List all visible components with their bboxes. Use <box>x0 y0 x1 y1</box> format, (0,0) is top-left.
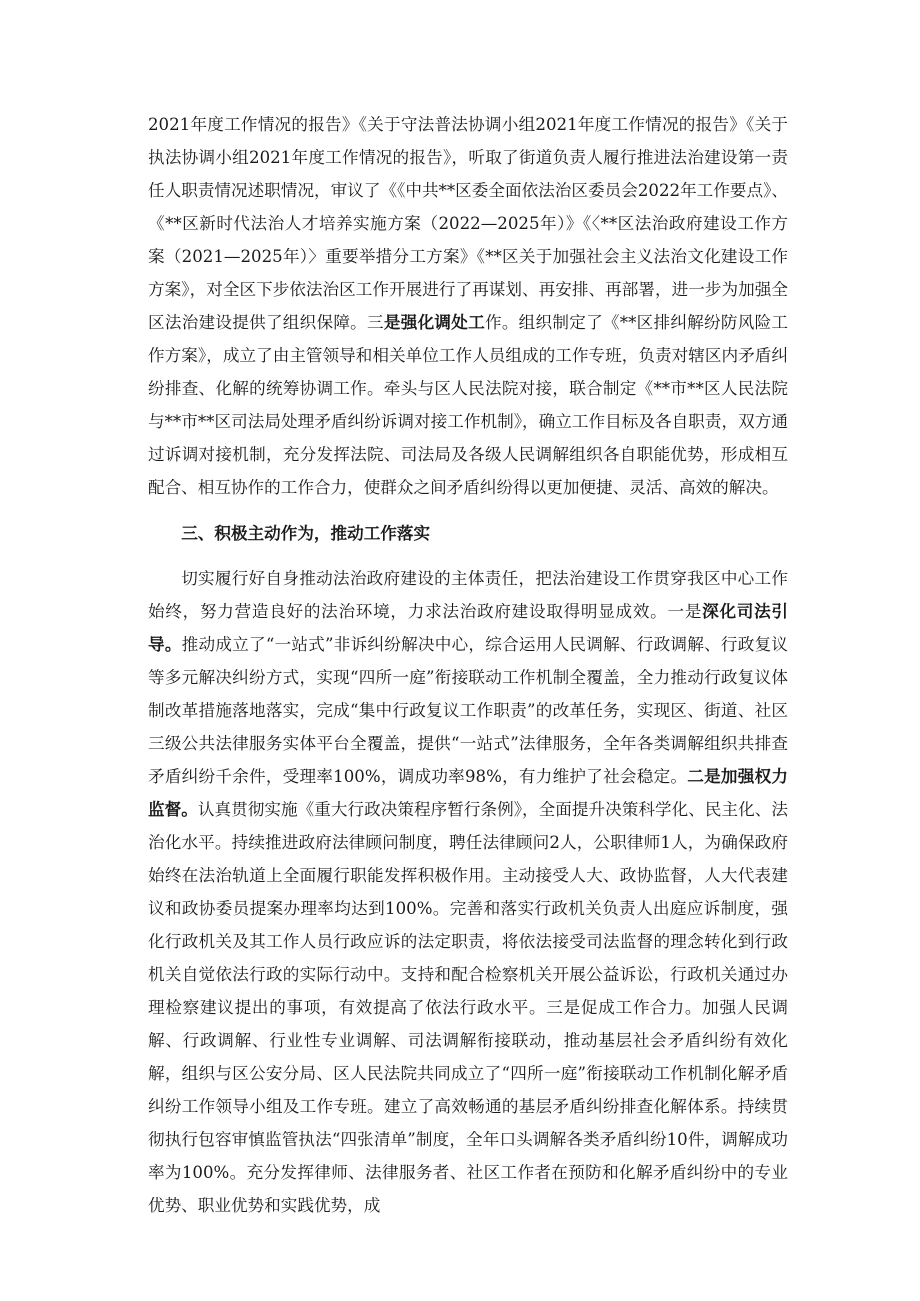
paragraph-2-bold-b: 二是加强权力监督。 <box>148 767 789 819</box>
paragraph-1-text-a: 2021年度工作情况的报告》《关于守法普法协调小组2021年度工作情况的报告》《关于执法协调小组2021年度工作情况的报告》，听取了街道负责人履行推进法治建设第一责任人职责情况述职情况，审议了《《中共**区委全面依法治区委员会2022年工作要点》、《**区新时代法治人才培养实施方案（2022—2025年）》《〈**区法治政府建设工作方案（2021—2025年）〉重要举措分工方案》《**区关于加强社会主义法治文化建设工作方案》，对全区下步依法治区工作开展进行了再谋划、再安排、再部署，进一步为加强全区法治建设提供了组织保障。三 <box>148 115 788 332</box>
section-heading: 三、积极主动作为，推动工作落实 <box>181 524 431 543</box>
paragraph-1-bold-a: 是强化调处工 <box>383 313 485 332</box>
paragraph-2-text-a: 切实履行好自身推动法治政府建设的主体责任，把法治建设工作贯穿我区中心工作始终，努力营造良好的法治环境，力求法治政府建设取得明显成效。一是 <box>148 569 788 621</box>
paragraph-2-bold-a: 深化司法引导。 <box>148 602 789 654</box>
document-body <box>148 108 788 1222</box>
paragraph-1 <box>148 108 788 504</box>
paragraph-2-text-b: 推动成立了“一站式”非诉纠纷解决中心，综合运用人民调解、行政调解、行政复议等多元解决纠纷方式，实现“四所一庭”衔接联动工作机制全覆盖，全力推动行政复议体制改革措施落地落实，完成“集中行政复议工作职责”的改革任务，实现区、街道、社区三级公共法律服务实体平台全覆盖，提供“一站式”法律服务，全年各类调解组织共排查矛盾纠纷千余件，受理率100%，调成功率98%，有力维护了社会稳定。 <box>148 635 789 786</box>
paragraph-1-text-b: 作。组织制定了《**区排纠解纷防风险工作方案》，成立了由主管领导和相关单位工作人员组成的工作专班，负责对辖区内矛盾纠纷排查、化解的统筹协调工作。牵头与区人民法院对接，联合制定《**市**区人民法院与**市**区司法局处理矛盾纠纷诉调对接工作机制》，确立工作目标及各自职责，双方通过诉调对接机制，充分发挥法院、司法局及各级人民调解组织各自职能优势，形成相互配合、相互协作的工作合力，使群众之间矛盾纠纷得以更加便捷、灵活、高效的解决。 <box>148 313 789 497</box>
paragraph-2-text-c: 认真贯彻实施《重大行政决策程序暂行条例》，全面提升决策科学化、民主化、法治化水平。持续推进政府法律顾问制度，聘任法律顾问2人，公职律师1人，为确保政府始终在法治轨道上全面履行职能发挥积极作用。主动接受人大、政协监督，人大代表建议和政协委员提案办理率均达到100%。完善和落实行政机关负责人出庭应诉制度，强化行政机关及其工作人员行政应诉的法定职责，将依法接受司法监督的理念转化到行政机关自觉依法行政的实际行动中。支持和配合检察机关开展公益诉讼，行政机关通过办理检察建议提出的事项，有效提高了依法行政水平。三是促成工作合力。加强人民调解、行政调解、行业性专业调解、司法调解衔接联动，推动基层社会矛盾纠纷有效化解，组织与区公安分局、区人民法院共同成立了“四所一庭”衔接联动工作机制化解矛盾纠纷工作领导小组及工作专班。建立了高效畅通的基层矛盾纠纷排查化解体系。持续贯彻执行包容审慎监管执法“四张清单”制度，全年口头调解各类矛盾纠纷10件，调解成功率为100%。充分发挥律师、法律服务者、社区工作者在预防和化解矛盾纠纷中的专业优势、职业优势和实践优势，成 <box>148 800 789 1215</box>
paragraph-2 <box>148 562 788 1222</box>
